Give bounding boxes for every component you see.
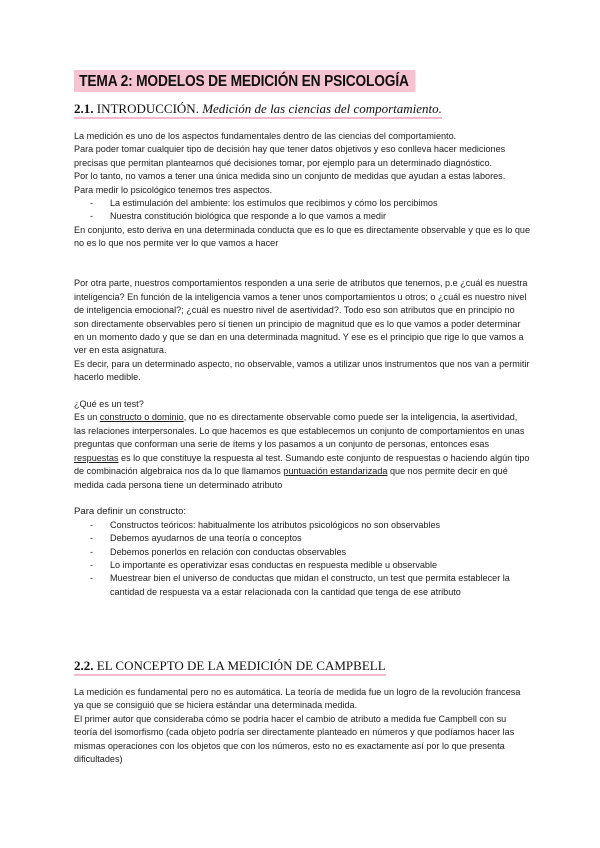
list-item: - Constructos teóricos: habitualmente los atributos psicológicos no son observables — [74, 519, 530, 532]
term-constructo: constructo o dominio — [99, 412, 184, 423]
section-title: INTRODUCCIÓN. — [96, 101, 199, 116]
text-run: , que no es directamente observable como puede ser la inteligencia, la asertividad, las relaciones interpersonales. Lo que hacemos es que establecemos un conjunto de comportamientos en unas preguntas que conforman una serie de ítems y los pasamos a un conjunto de personas, entonces esas — [74, 412, 525, 450]
construct-intro: Para definir un constructo: — [74, 506, 186, 518]
list-item: - La estimulación del ambiente: los estímulos que recibimos y cómo los percibimos — [74, 197, 530, 210]
campbell-block — [74, 686, 530, 766]
list-item: - Muestrear bien el universo de conductas que midan el constructo, un test que permita establecer la cantidad de respuesta va a estar relacionada con la cantidad que tenga de ese atributo — [74, 572, 530, 599]
paragraph: Es decir, para un determinado aspecto, no observable, vamos a utilizar unos instrumentos que nos van a permitir hacerlo medible. — [74, 358, 530, 383]
text-run: que nos permite decir en qué medida cada persona tiene un determinado atributo — [74, 466, 508, 490]
section-heading-2-1 — [74, 101, 442, 119]
list-item: - Lo importante es operativizar esas conductas en respuesta medible u observable — [74, 559, 530, 572]
section-title: EL CONCEPTO DE LA MEDICIÓN DE CAMPBELL — [96, 658, 386, 673]
construct-list — [74, 519, 530, 599]
document-title: TEMA 2: MODELOS DE MEDICIÓN EN PSICOLOGÍA — [74, 70, 416, 92]
intro-block — [74, 130, 530, 599]
section-number: 2.1. — [74, 101, 94, 116]
text-run: Es un — [74, 412, 100, 423]
text-run: es lo que constituye la respuesta al test. Sumando este conjunto de respuestas o haciendo algún tipo de combinación algebraica nos da lo que llamamos — [74, 452, 530, 477]
section-subtitle: Medición de las ciencias del comportamiento. — [202, 101, 442, 116]
paragraph: En conjunto, esto deriva en una determinada conducta que es lo que es directamente observable y que es lo que no es lo que nos permite ver lo que vamos a hacer — [74, 224, 531, 249]
list-item: - Debemos ponerlos en relación con conductas observables — [74, 546, 530, 559]
test-question: ¿Qué es un test? — [74, 399, 144, 410]
paragraph: Para medir lo psicológico tenemos tres aspectos. — [74, 184, 273, 195]
section-number: 2.2. — [74, 658, 94, 673]
paragraph: La medición es uno de los aspectos fundamentales dentro de las ciencias del comportamiento. — [74, 131, 457, 141]
section-heading-2-2 — [74, 658, 386, 676]
list-item: - Nuestra constitución biológica que responde a lo que vamos a medir — [74, 210, 530, 223]
test-paragraph — [74, 411, 530, 491]
title-wrap — [74, 70, 471, 92]
paragraph: Para poder tomar cualquier tipo de decisión hay que tener datos objetivos y eso conlleva hacer mediciones precisas que permitan plantearnos qué decisiones tomar, por ejemplo para un determinado diagnóstico. — [74, 144, 506, 168]
term-puntuacion: puntuación estandarizada — [283, 466, 388, 477]
term-respuestas: respuestas — [74, 452, 119, 463]
paragraph: Por otra parte, nuestros comportamientos responden a una serie de atributos que tenemos, p.e ¿cuál es nuestra inteligencia? En función de la inteligencia vamos a tener unos comportamientos u otros; o ¿cuál es nuestro nivel de inteligencia emocional?; ¿cuál es nuestro nivel de asertividad?. Todo eso son atributos que en principio no son directamente observables pero sí tienen un principio de magnitud que es lo que vamos a poder determinar en un momento dado y que se dan en una determinada magnitud. Y ese es el principio que rige lo que vamos a ver en esta asignatura. — [74, 278, 528, 356]
paragraph: Por lo tanto, no vamos a tener una única medida sino un conjunto de medidas que ayudan a estas labores. — [74, 171, 506, 182]
paragraph: La medición es fundamental pero no es automática. La teoría de medida fue un logro de la revolución francesa ya que se consiguió que se hiciera estándar una determinada medida. — [74, 687, 521, 711]
aspects-list — [74, 197, 530, 224]
list-item: - Debemos ayudarnos de una teoría o conceptos — [74, 532, 530, 545]
paragraph: El primer autor que consideraba cómo se podría hacer el cambio de atributo a medida fue Campbell con su teoría del isomorfismo (cada objeto podría ser directamente planteado en números y que podíamos hacer las mismas operaciones con los objetos que con los números, esto no es exactamente así por lo que presenta dificultades) — [74, 713, 515, 765]
